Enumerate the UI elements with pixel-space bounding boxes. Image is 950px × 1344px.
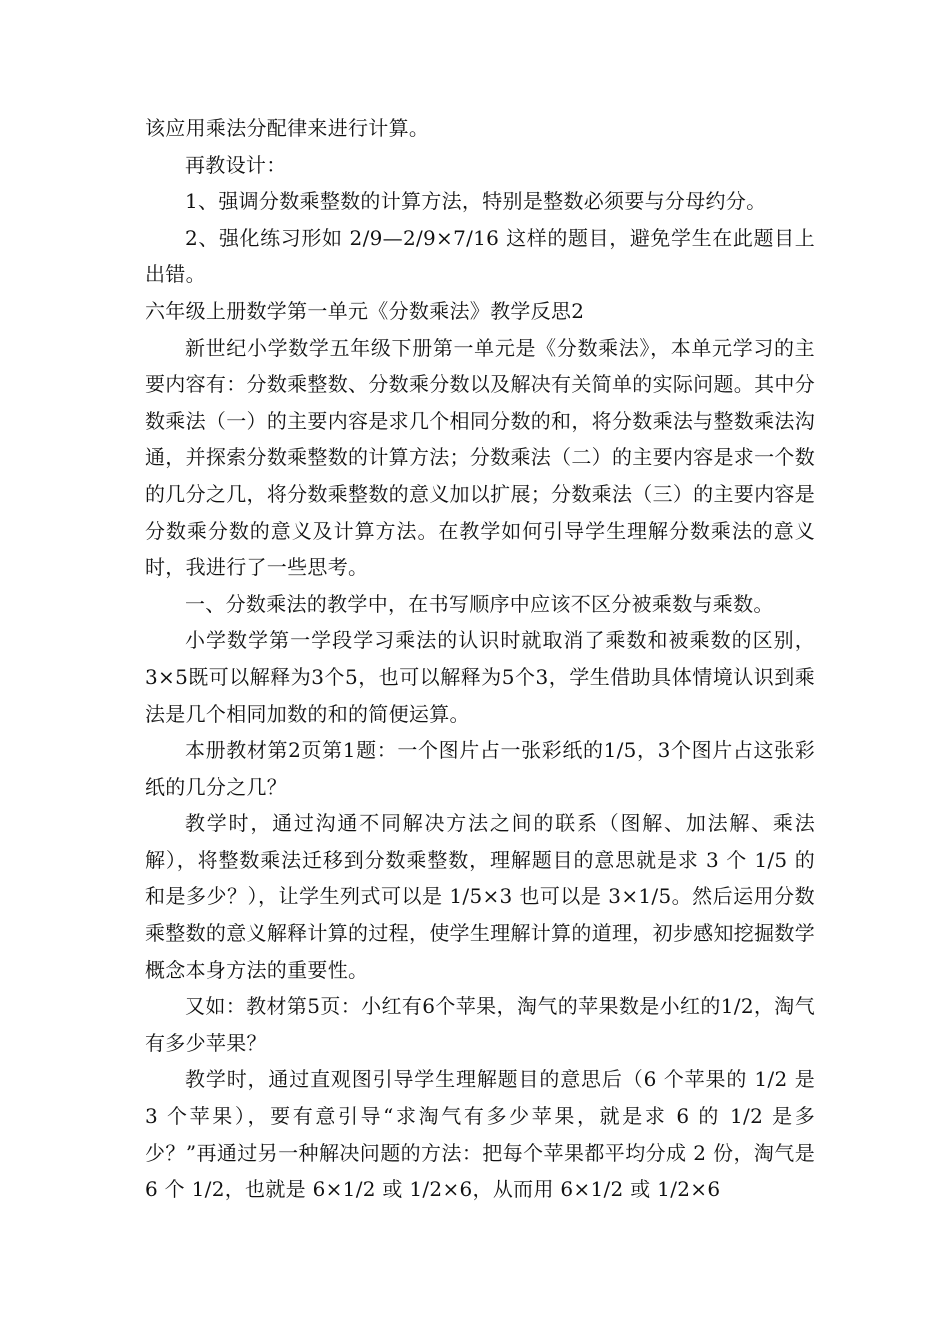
paragraph: 小学数学第一学段学习乘法的认识时就取消了乘数和被乘数的区别，3×5既可以解释为3个5，也可以解释为5个3，学生借助具体情境认识到乘法是几个相同加数的和的简便运算。 (145, 628, 815, 726)
paragraph: 教学时，通过沟通不同解决方法之间的联系（图解、加法解、乘法解），将整数乘法迁移到分数乘整数，理解题目的意思就是求 3 个 1/5 的和是多少？），让学生列式可以是 1/5×3 也可以是 3×1/5。然后运用分数乘整数的意义解释计算的过程，使学生理解计算的道理，初步感知挖掘数学概念本身方法的重要性。 (145, 811, 815, 982)
paragraph: 该应用乘法分配律来进行计算。 (145, 116, 430, 140)
paragraph: 1、强调分数乘整数的计算方法，特别是整数必须要与分母约分。 (185, 189, 767, 214)
paragraph: 新世纪小学数学五年级下册第一单元是《分数乘法》，本单元学习的主要内容有：分数乘整数、分数乘分数以及解决有关简单的实际问题。其中分数乘法（一）的主要内容是求几个相同分数的和，将分数乘法与整数乘法沟通，并探索分数乘整数的计算方法；分数乘法（二）的主要内容是求一个数的几分之几，将分数乘整数的意义加以扩展；分数乘法（三）的主要内容是分数乘分数的意义及计算方法。在教学如何引导学生理解分数乘法的意义时，我进行了一些思考。 (145, 335, 815, 580)
paragraph: 本册教材第2页第1题：一个图片占一张彩纸的1/5，3个图片占这张彩纸的几分之几？ (145, 738, 815, 799)
paragraph: 一、分数乘法的教学中，在书写顺序中应该不区分被乘数与乘数。 (185, 591, 774, 616)
paragraph: 再教设计： (185, 152, 287, 177)
paragraph: 教学时，通过直观图引导学生理解题目的意思后（6 个苹果的 1/2 是 3 个苹果），要有意引导“求淘气有多少苹果，就是求 6 的 1/2 是多少？”再通过另一种解决问题的方法：把每个苹果都平均分成 2 份，淘气是 6 个 1/2，也就是 6×1/2 或 1/2×6，从而用 6×1/2 或 1/2×6 (145, 1067, 815, 1202)
section-heading: 六年级上册数学第一单元《分数乘法》教学反思2 (145, 298, 585, 323)
paragraph: 又如：教材第5页：小红有6个苹果，淘气的苹果数是小红的1/2，淘气有多少苹果？ (145, 994, 815, 1055)
paragraph: 2、强化练习形如 2/9—2/9×7/16 这样的题目，避免学生在此题目上出错。 (145, 225, 815, 287)
document-body (145, 110, 815, 1208)
